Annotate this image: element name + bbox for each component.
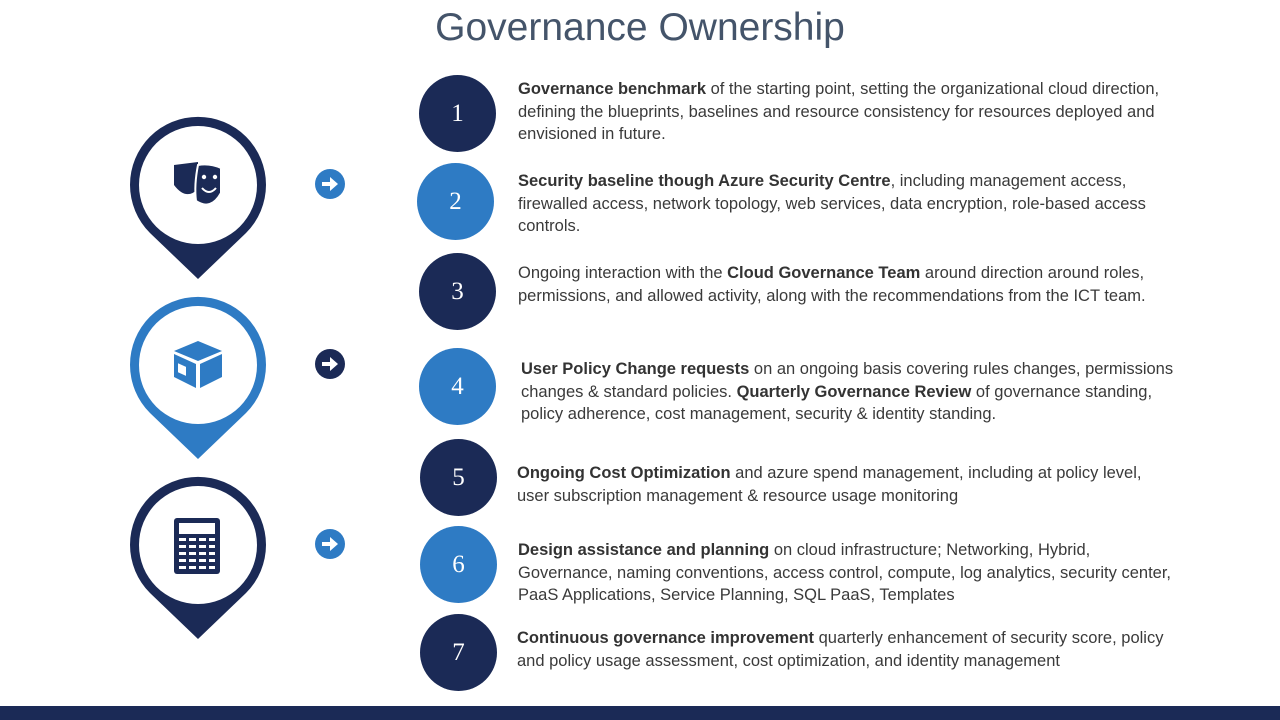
step-1-bold: Governance benchmark — [518, 80, 706, 98]
step-number-1: 1 — [419, 75, 496, 152]
step-text-2 — [518, 170, 1178, 238]
step-7-bold: Continuous governance improvement — [517, 629, 815, 647]
calculator-icon — [174, 518, 220, 574]
step-4-rest-2: of governance standing, policy adherence, cost management, security & identity standing. — [521, 382, 1153, 423]
step-3-rest: around direction around roles, permissions, and allowed activity, along with the recommendations from the ICT team. — [518, 264, 1146, 305]
step-4-bold-2: Quarterly Governance Review — [736, 382, 972, 401]
step-2-rest: , including management access, firewalled access, network topology, web services, data encryption, role-based access controls. — [518, 172, 1146, 235]
step-7-rest: quarterly enhancement of security score, policy and policy usage assessment, cost optimization, and identity management — [517, 629, 1164, 670]
step-text-3 — [518, 262, 1178, 307]
step-text-7 — [517, 627, 1182, 672]
step-6-bold: Design assistance and planning — [518, 541, 770, 559]
arrow-right-icon-2 — [315, 349, 345, 379]
bottom-bar — [0, 706, 1280, 720]
arrow-right-icon-3 — [315, 529, 345, 559]
step-4-bold: User Policy Change requests — [521, 360, 750, 378]
step-number-4: 4 — [419, 348, 496, 425]
step-number-6: 6 — [420, 526, 497, 603]
step-3-bold: Cloud Governance Team — [727, 264, 921, 282]
step-text-4 — [521, 358, 1181, 426]
step-text-1 — [518, 78, 1178, 146]
step-number-5: 5 — [420, 439, 497, 516]
step-4-rest: on an ongoing basis covering rules changes, permissions changes & standard policies. — [521, 360, 1174, 401]
location-pin-3 — [128, 475, 268, 643]
step-6-rest: on cloud infrastructure; Networking, Hybrid, Governance, naming conventions, access control, compute, log analytics, security center, PaaS Applications, Service Planning, SQL PaaS, Templates — [518, 541, 1171, 604]
location-pin-1 — [128, 115, 268, 283]
step-1-rest: of the starting point, setting the organizational cloud direction, defining the blueprints, baselines and resource consistency for resources deployed and envisioned in future. — [518, 80, 1160, 143]
arrow-right-icon-1 — [315, 169, 345, 199]
step-2-bold: Security baseline though Azure Security Centre — [518, 172, 891, 190]
location-pin-2 — [128, 295, 268, 463]
page-title: Governance Ownership — [435, 6, 845, 49]
step-number-7: 7 — [420, 614, 497, 691]
step-5-bold: Ongoing Cost Optimization — [517, 464, 731, 482]
step-number-2: 2 — [417, 163, 494, 240]
step-text-6 — [518, 539, 1178, 607]
step-5-rest: and azure spend management, including at policy level, user subscription management & resource usage monitoring — [517, 464, 1142, 505]
step-number-3: 3 — [419, 253, 496, 330]
step-3-pre: Ongoing interaction with the — [518, 264, 728, 282]
step-text-5 — [517, 462, 1177, 507]
